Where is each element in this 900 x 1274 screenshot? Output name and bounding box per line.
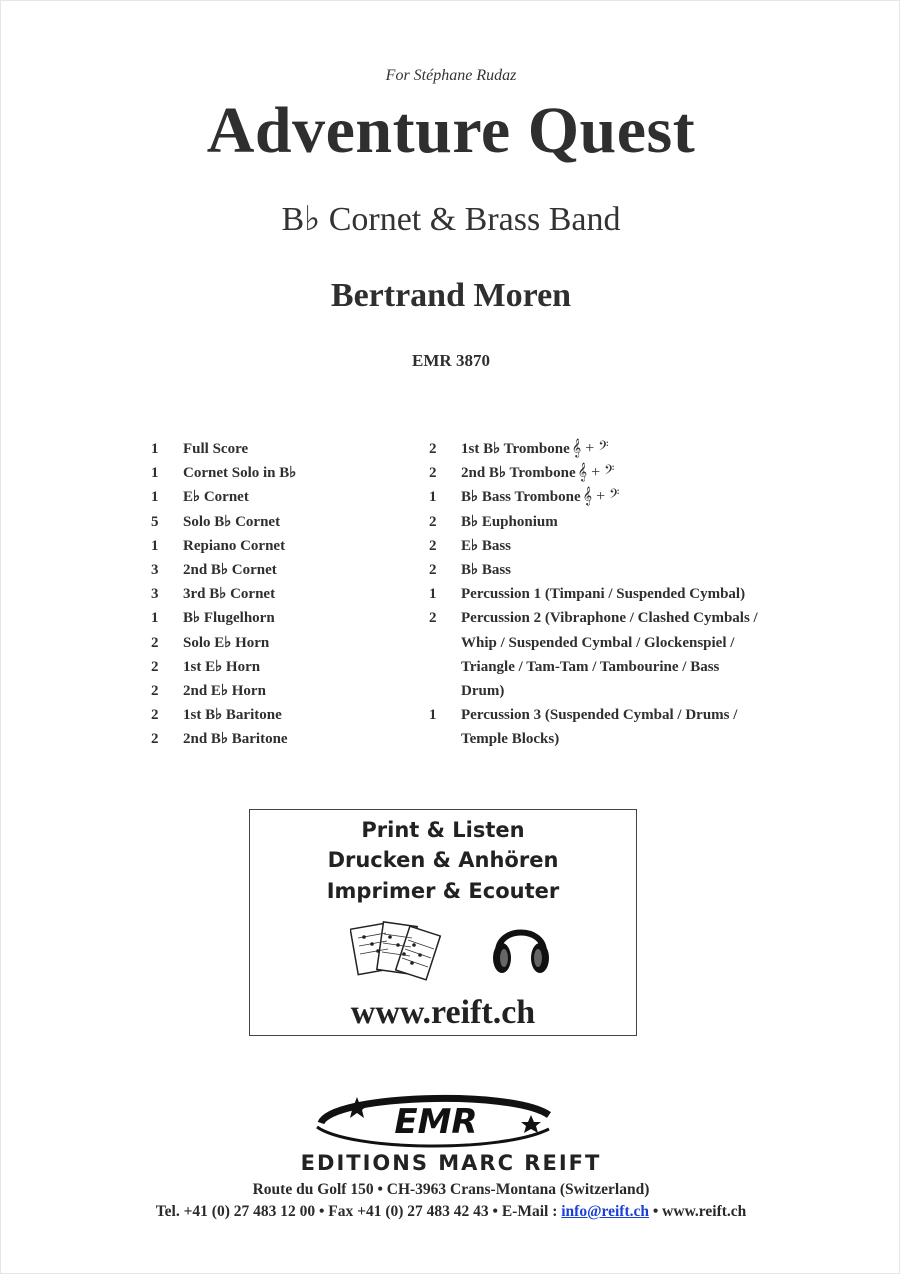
instrument-quantity: 1 xyxy=(151,489,159,506)
instrument-name-cell xyxy=(461,437,809,461)
instrument-name: Solo E♭ Horn xyxy=(183,634,270,651)
instrument-row xyxy=(151,461,401,485)
instrument-name-cell xyxy=(183,437,401,461)
instrument-name: B♭ Flugelhorn xyxy=(183,610,275,627)
instrument-name: B♭ Euphonium xyxy=(461,513,558,530)
instrument-name: Percussion 1 (Timpani / Suspended Cymbal) xyxy=(461,586,746,603)
instrument-quantity: 1 xyxy=(429,586,437,603)
headphones-icon xyxy=(490,912,552,980)
instrument-quantity: 1 xyxy=(151,465,159,482)
instrument-name-cell xyxy=(461,485,809,509)
instrument-name: Cornet Solo in B♭ xyxy=(183,465,297,482)
instrument-name-cell xyxy=(461,655,809,679)
instrumentation-right-column xyxy=(429,437,809,752)
instrument-row xyxy=(151,558,401,582)
instrument-quantity: 2 xyxy=(429,610,437,627)
instrument-quantity: 3 xyxy=(151,586,159,603)
page-title: Adventure Quest xyxy=(206,94,696,167)
instrument-name-cell xyxy=(461,606,809,630)
instrument-name: Solo B♭ Cornet xyxy=(183,513,281,530)
instrument-row xyxy=(429,461,809,485)
instrument-quantity: 2 xyxy=(151,634,159,651)
instrument-row xyxy=(429,437,809,461)
instrument-name-cell xyxy=(183,558,401,582)
publisher-address: Route du Golf 150 • CH-3963 Crans-Montana (Switzerland) xyxy=(252,1181,650,1198)
instrument-name-cell xyxy=(461,510,809,534)
instrument-name: Temple Blocks) xyxy=(461,731,560,748)
instrument-name: 1st E♭ Horn xyxy=(183,658,261,675)
instrument-quantity: 2 xyxy=(429,513,437,530)
instrument-name-cell xyxy=(183,461,401,485)
instrument-row xyxy=(429,679,809,703)
instrument-quantity xyxy=(429,727,461,751)
instrument-name: Drum) xyxy=(461,683,505,700)
instrument-row xyxy=(429,727,809,751)
instrument-name: Repiano Cornet xyxy=(183,537,286,554)
instrument-row xyxy=(429,558,809,582)
instrument-name-cell xyxy=(183,510,401,534)
instrument-row xyxy=(429,582,809,606)
instrument-row xyxy=(151,485,401,509)
instrument-name: Whip / Suspended Cymbal / Glockenspiel / xyxy=(461,634,735,651)
instrument-row xyxy=(151,582,401,606)
instrument-name-cell xyxy=(183,727,401,751)
instrument-name-cell xyxy=(183,631,401,655)
subtitle: B♭ Cornet & Brass Band xyxy=(281,201,621,238)
instrument-name: 2nd B♭ Trombone xyxy=(461,465,576,482)
instrument-row xyxy=(151,606,401,630)
promo-website: www.reift.ch xyxy=(350,994,536,1031)
instrument-quantity xyxy=(429,679,461,703)
instrument-name-cell xyxy=(461,727,809,751)
instrument-quantity: 3 xyxy=(151,562,159,579)
instrument-row xyxy=(151,679,401,703)
instrument-row xyxy=(429,703,809,727)
instrument-quantity: 2 xyxy=(429,441,437,457)
catalog-number: EMR 3870 xyxy=(412,351,490,370)
instrument-quantity xyxy=(429,655,461,679)
instrument-name: 2nd B♭ Baritone xyxy=(183,731,288,748)
instrument-row xyxy=(151,703,401,727)
instrument-quantity: 1 xyxy=(151,537,159,554)
composer-name: Bertrand Moren xyxy=(330,277,572,314)
instrument-row xyxy=(151,510,401,534)
instrument-quantity: 1 xyxy=(429,707,437,724)
instrument-name-cell xyxy=(183,606,401,630)
instrument-name-cell xyxy=(461,534,809,558)
instrument-quantity: 2 xyxy=(151,683,159,700)
instrument-name: B♭ Bass xyxy=(461,562,512,579)
instrument-row xyxy=(429,655,809,679)
instrument-row xyxy=(429,606,809,630)
instrument-name-cell xyxy=(461,703,809,727)
instrument-row xyxy=(151,534,401,558)
publisher-name: EDITIONS MARC REIFT xyxy=(300,1151,602,1175)
instrument-row xyxy=(151,437,401,461)
instrument-name-cell xyxy=(183,703,401,727)
instrument-name-cell xyxy=(183,534,401,558)
promo-line-french: Imprimer & Ecouter xyxy=(326,879,560,903)
instrument-name-cell xyxy=(461,631,809,655)
instrument-name: Percussion 2 (Vibraphone / Clashed Cymbals / xyxy=(461,610,758,627)
instrument-row xyxy=(151,631,401,655)
instrument-row xyxy=(151,655,401,679)
instrument-name: E♭ Cornet xyxy=(183,489,249,506)
instrument-name: 2nd E♭ Horn xyxy=(183,683,266,700)
instrument-name: 2nd B♭ Cornet xyxy=(183,562,277,579)
clef-icon: 𝄞 + 𝄢 xyxy=(582,488,620,506)
instrument-name: B♭ Bass Trombone xyxy=(461,489,581,506)
instrumentation-left-column xyxy=(151,437,401,752)
instrument-quantity: 1 xyxy=(429,489,437,506)
logo-lettering: EMR xyxy=(394,1102,478,1142)
instrument-quantity: 2 xyxy=(429,537,437,554)
instrument-name-cell xyxy=(183,582,401,606)
instrument-name: Percussion 3 (Suspended Cymbal / Drums / xyxy=(461,707,738,724)
instrument-quantity: 2 xyxy=(429,562,437,579)
clef-icon: 𝄞 + 𝄢 xyxy=(577,464,615,482)
emr-logo xyxy=(311,1089,561,1153)
instrument-quantity: 2 xyxy=(151,731,159,748)
instrument-name: Full Score xyxy=(183,441,249,457)
instrument-row xyxy=(429,510,809,534)
promo-line-english: Print & Listen xyxy=(361,818,525,842)
sheet-music-icon xyxy=(350,918,442,982)
contact-phone-fax: Tel. +41 (0) 27 483 12 00 • Fax +41 (0) 27 483 42 43 • E-Mail : xyxy=(155,1203,558,1220)
promo-line-german: Drucken & Anhören xyxy=(327,848,559,872)
instrument-row xyxy=(429,534,809,558)
dedication: For Stéphane Rudaz xyxy=(385,67,517,84)
instrument-name-cell xyxy=(461,582,809,606)
instrument-name-cell xyxy=(461,679,809,703)
contact-line xyxy=(1,1203,900,1221)
instrument-row xyxy=(429,631,809,655)
instrument-name-cell xyxy=(461,461,809,485)
instrument-name: E♭ Bass xyxy=(461,537,512,554)
print-listen-box xyxy=(249,809,637,1036)
instrument-quantity: 1 xyxy=(151,610,159,627)
email-link[interactable]: info@reift.ch xyxy=(561,1203,649,1220)
instrument-quantity: 2 xyxy=(151,707,159,724)
contact-website: • www.reift.ch xyxy=(652,1203,747,1220)
instrument-name-cell xyxy=(183,655,401,679)
instrument-quantity: 2 xyxy=(429,465,437,482)
instrument-quantity: 2 xyxy=(151,658,159,675)
instrument-name-cell xyxy=(183,679,401,703)
instrument-quantity: 1 xyxy=(151,441,159,457)
instrument-quantity xyxy=(429,631,461,655)
instrument-name-cell xyxy=(183,485,401,509)
instrument-name-cell xyxy=(461,558,809,582)
instrument-name: 1st B♭ Trombone xyxy=(461,441,570,457)
instrument-row xyxy=(429,485,809,509)
instrument-row xyxy=(151,727,401,751)
instrument-name: 1st B♭ Baritone xyxy=(183,707,282,724)
clef-icon: 𝄞 + 𝄢 xyxy=(571,440,609,457)
instrument-quantity: 5 xyxy=(151,513,159,530)
instrument-name: Triangle / Tam-Tam / Tambourine / Bass xyxy=(461,658,720,675)
instrument-name: 3rd B♭ Cornet xyxy=(183,586,276,603)
